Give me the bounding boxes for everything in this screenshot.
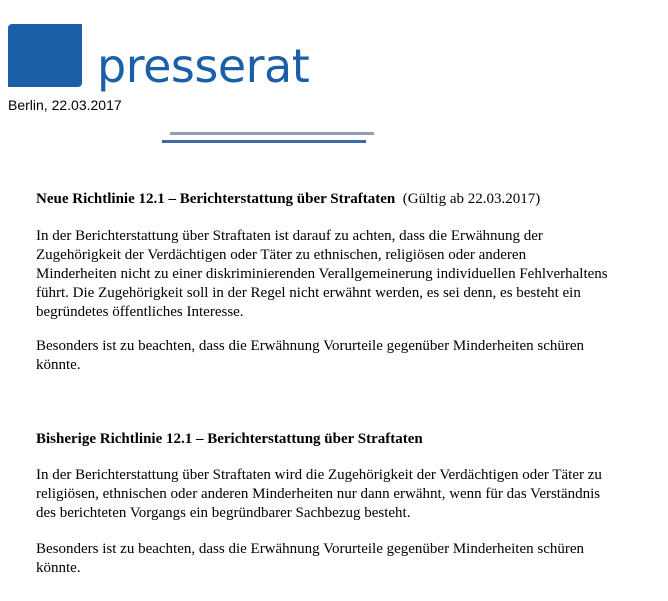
new-guideline-title: Neue Richtlinie 12.1 – Berichterstattung über Straftaten (36, 191, 396, 207)
new-guideline-validity: (Gültig ab 22.03.2017) (402, 191, 541, 207)
text-line: In der Berichterstattung über Straftaten wird die Zugehörigkeit der Verdächtigen oder Täter zu (36, 467, 602, 483)
dateline: Berlin, 22.03.2017 (8, 97, 122, 113)
new-guideline-heading (36, 190, 656, 209)
old-guideline-heading (36, 430, 656, 449)
text-line: begründetes öffentliches Interesse. (36, 304, 244, 320)
old-guideline-paragraph-2 (36, 540, 656, 578)
decorative-rule-blue (162, 140, 366, 143)
old-guideline-paragraph-1 (36, 466, 656, 523)
text-line: könnte. (36, 560, 81, 576)
text-line: Besonders ist zu beachten, dass die Erwähnung Vorurteile gegenüber Minderheiten schüren (36, 541, 585, 557)
text-line: In der Berichterstattung über Straftaten ist darauf zu achten, dass die Erwähnung der (36, 228, 543, 244)
text-line: des berichteten Vorgangs ein begründbarer Sachbezug besteht. (36, 505, 411, 521)
text-line: führt. Die Zugehörigkeit soll in der Regel nicht erwähnt werden, es sei denn, es besteht ein (36, 285, 581, 301)
presserat-logo-icon (8, 24, 82, 87)
text-line: könnte. (36, 357, 81, 373)
logo-wordmark: presserat (97, 39, 310, 93)
text-line: Minderheiten nicht zu einer diskriminierenden Verallgemeinerung individuellen Fehlverhaltens (36, 266, 608, 282)
new-guideline-paragraph-1 (36, 227, 656, 322)
text-line: Zugehörigkeit der Verdächtigen oder Täter zu ethnischen, religiösen oder anderen (36, 247, 527, 263)
old-guideline-title: Bisherige Richtlinie 12.1 – Berichterstattung über Straftaten (36, 431, 423, 447)
new-guideline-paragraph-2 (36, 337, 656, 375)
text-line: Besonders ist zu beachten, dass die Erwähnung Vorurteile gegenüber Minderheiten schüren (36, 338, 585, 354)
decorative-rule-grey (170, 132, 374, 135)
text-line: religiösen, ethnischen oder anderen Minderheiten nur dann erwähnt, wenn für das Verständnis (36, 486, 601, 502)
